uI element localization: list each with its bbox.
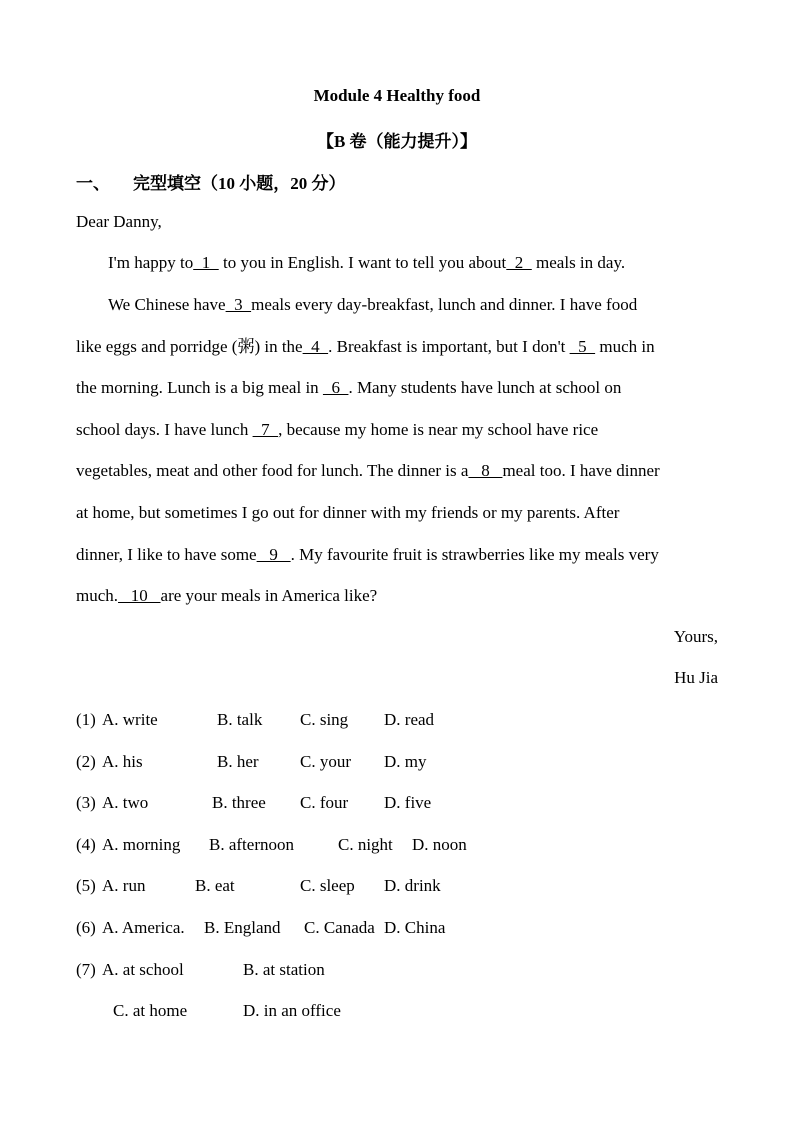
option-number: (2) — [76, 752, 96, 771]
text-segment: the morning. Lunch is a big meal in — [76, 378, 323, 397]
letter-line-8 — [76, 544, 659, 566]
text-segment: meals every day-breakfast, lunch and dinner. I have food — [251, 295, 638, 314]
section-label: 完型填空（10 小题，20 分） — [133, 174, 346, 193]
option-number: (4) — [76, 835, 96, 854]
text-segment: . My favourite fruit is strawberries like my meals very — [290, 545, 659, 564]
letter-line-1 — [108, 252, 625, 274]
letter-line-6 — [76, 460, 660, 482]
text-segment: meals in day. — [531, 253, 626, 272]
text-segment: vegetables, meat and other food for lunch. The dinner is a — [76, 461, 469, 480]
option-b: B. three — [212, 793, 266, 812]
option-a: A. run — [102, 876, 146, 895]
blank-7: 7 — [252, 420, 279, 439]
letter-greeting: Dear Danny, — [76, 212, 162, 231]
text-segment: meal too. I have dinner — [502, 461, 660, 480]
option-b: B. afternoon — [209, 835, 294, 854]
blank-3: 3 — [225, 295, 252, 314]
option-c: C. four — [300, 793, 349, 812]
text-segment: like eggs and porridge (粥) in the — [76, 337, 303, 356]
blank-4: 4 — [302, 337, 329, 356]
text-segment: I'm happy to — [108, 253, 194, 272]
option-c: C. your — [300, 752, 351, 771]
option-d: D. China — [384, 918, 446, 937]
letter-line-9 — [76, 585, 377, 607]
text-segment: , because my home is near my school have rice — [278, 420, 599, 439]
option-number: (5) — [76, 876, 96, 895]
letter-line-2 — [108, 294, 637, 316]
letter-closing: Yours, — [673, 627, 718, 646]
letter-signature: Hu Jia — [674, 668, 718, 687]
blank-1: 1 — [193, 253, 219, 272]
blank-8: 8 — [468, 461, 503, 480]
option-d: D. in an office — [243, 1001, 341, 1020]
option-c: C. night — [338, 835, 393, 854]
letter-line-3 — [76, 336, 655, 358]
text-segment: at home, but sometimes I go out for dinner with my friends or my parents. After — [76, 503, 620, 522]
letter-line-4 — [76, 377, 621, 399]
option-d: D. read — [384, 710, 435, 729]
option-c: C. Canada — [304, 918, 375, 937]
blank-2: 2 — [506, 253, 532, 272]
option-a: A. America. — [102, 918, 185, 937]
option-number: (1) — [76, 710, 96, 729]
option-number: (6) — [76, 918, 96, 937]
page-subtitle: 【B 卷（能力提升）】 — [316, 132, 478, 151]
option-d: D. five — [384, 793, 432, 812]
option-a: A. at school — [102, 960, 184, 979]
option-b: B. eat — [195, 876, 235, 895]
option-b: B. England — [204, 918, 281, 937]
option-c: C. sleep — [300, 876, 355, 895]
option-c: C. sing — [300, 710, 349, 729]
blank-9: 9 — [256, 545, 291, 564]
text-segment: school days. I have lunch — [76, 420, 253, 439]
option-number: (7) — [76, 960, 96, 979]
option-d: D. noon — [412, 835, 467, 854]
text-segment: much in — [595, 337, 655, 356]
text-segment: . Many students have lunch at school on — [348, 378, 622, 397]
text-segment: We Chinese have — [108, 295, 226, 314]
blank-5: 5 — [569, 337, 596, 356]
option-b: B. at station — [243, 960, 325, 979]
section-number: 一、 — [76, 174, 110, 193]
text-segment: to you in English. I want to tell you about — [218, 253, 507, 272]
text-segment: are your meals in America like? — [160, 586, 378, 605]
option-a: A. write — [102, 710, 158, 729]
option-number: (3) — [76, 793, 96, 812]
blank-10: 10 — [118, 586, 161, 605]
option-d: D. drink — [384, 876, 441, 895]
text-segment: . Breakfast is important, but I don't — [328, 337, 570, 356]
option-b: B. talk — [217, 710, 263, 729]
option-d: D. my — [384, 752, 427, 771]
letter-line-5 — [76, 419, 598, 441]
blank-6: 6 — [322, 378, 349, 397]
option-c: C. at home — [113, 1001, 188, 1020]
section-heading — [76, 169, 346, 194]
option-a: A. morning — [102, 835, 181, 854]
page-title: Module 4 Healthy food — [313, 86, 481, 105]
letter-line-7 — [76, 502, 619, 524]
text-segment: dinner, I like to have some — [76, 545, 257, 564]
option-a: A. his — [102, 752, 143, 771]
text-segment: much. — [76, 586, 119, 605]
option-b: B. her — [217, 752, 259, 771]
option-a: A. two — [102, 793, 149, 812]
